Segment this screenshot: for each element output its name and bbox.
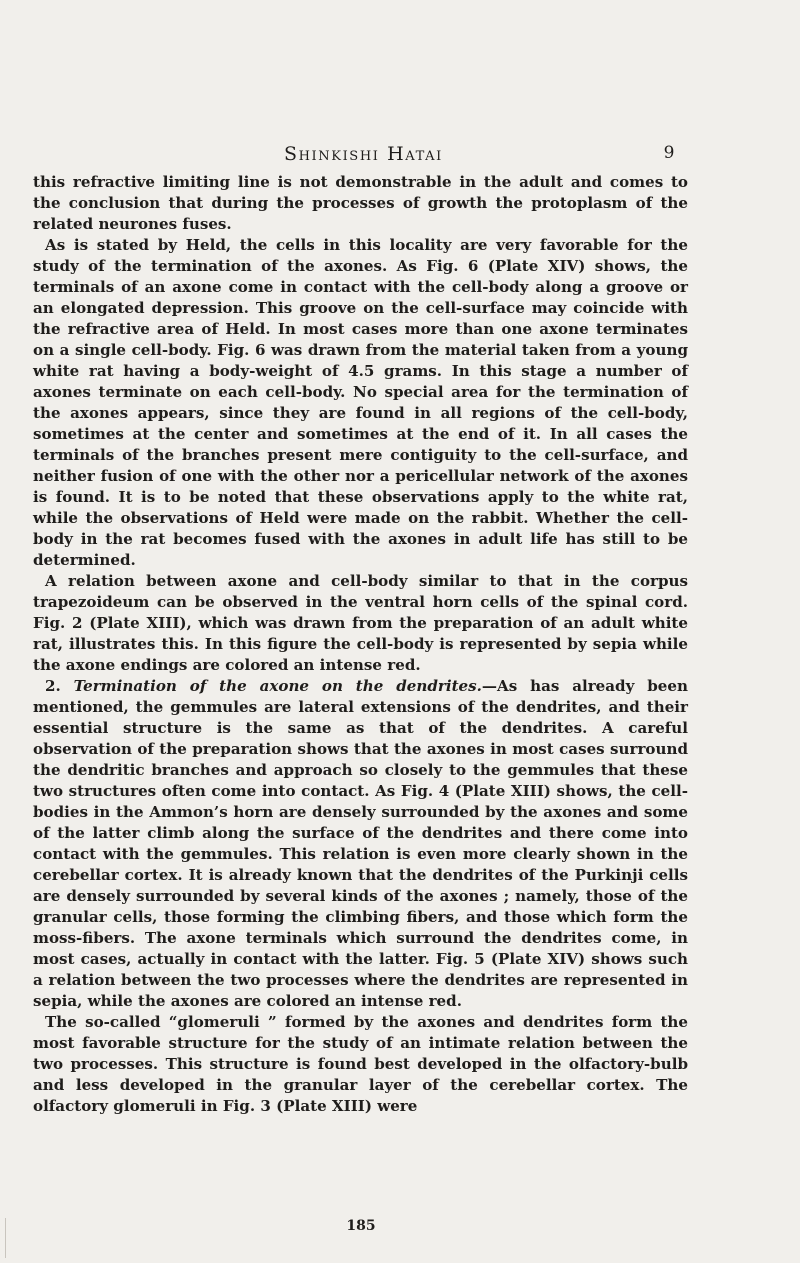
page-edge-divider	[5, 1218, 6, 1258]
paragraph-glomeruli: The so-called “glomeruli ” formed by the axones and dendrites form the most favorable structure for the study of an intimate relation between the two processes. This structure is found best developed in the olfactory-bulb and less developed in the granular layer of the cerebellar cortex. The olfactory glomeruli in Fig. 3 (Plate XIII) were	[33, 1013, 688, 1115]
bottom-folio: 185	[346, 1218, 376, 1234]
section-number: 2.	[45, 677, 74, 695]
section-heading: Termination of the axone on the dendrites.	[73, 677, 482, 695]
page-number: 9	[663, 143, 676, 163]
section-text: —As has already been mentioned, the gemmules are lateral extensions of the dendrites, and their essential structure is the same as that of the dendrites. A careful observation of the preparation shows that the axones in most cases surround the dendritic branches and approach so closely to the gemmules that these two structures often come into contact. As Fig. 4 (Plate XIII) shows, the cell-bodies in the Ammon’s horn are densely surrounded by the axones and some of the latter climb along the surface of the dendrites and there come into contact with the gemmules. This relation is even more clearly shown in the cerebellar cortex. It is already known that the dendrites of the Purkinji cells are densely surrounded by several kinds of the axones ; namely, those of the granular cells, those forming the climbing fibers, and those which form the moss-fibers. The axone terminals which surround the dendrites come, in most cases, actually in contact with the latter. Fig. 5 (Plate XIV) shows such a relation between the two processes where the dendrites are represented in sepia, while the axones are colored an intense red.	[33, 677, 688, 1010]
running-head	[284, 143, 676, 165]
paragraph-spinal-cord: A relation between axone and cell-body similar to that in the corpus trapezoideum can be observed in the ventral horn cells of the spinal cord. Fig. 2 (Plate XIII), which was drawn from the preparation of an adult white rat, illustrates this. In this figure the cell-body is represented by sepia while the axone endings are colored an intense red.	[33, 572, 688, 674]
paragraph-continuation: this refractive limiting line is not demonstrable in the adult and comes to the conclusion that during the processes of growth the protoplasm of the related neurones fuses.	[33, 173, 688, 233]
paragraph-dendrite-termination	[33, 676, 688, 1012]
author-name: Shinkishi Hatai	[284, 143, 443, 165]
paragraph-held-observations: As is stated by Held, the cells in this locality are very favorable for the study of the termination of the axones. As Fig. 6 (Plate XIV) shows, the terminals of an axone come in contact with the cell-body along a groove or an elongated depression. This groove on the cell-surface may coincide with the refractive area of Held. In most cases more than one axone terminates on a single cell-body. Fig. 6 was drawn from the material taken from a young white rat having a body-weight of 4.5 grams. In this stage a number of axones terminate on each cell-body. No special area for the termination of the axones appears, since they are found in all regions of the cell-body, sometimes at the center and sometimes at the end of it. In all cases the terminals of the branches present mere contiguity to the cell-surface, and neither fusion of one with the other nor a pericellular network of the axones is found. It is to be noted that these observations apply to the white rat, while the observations of Held were made on the rabbit. Whether the cell-body in the rat becomes fused with the axones in adult life has still to be determined.	[33, 236, 688, 569]
body-text	[33, 172, 688, 1117]
